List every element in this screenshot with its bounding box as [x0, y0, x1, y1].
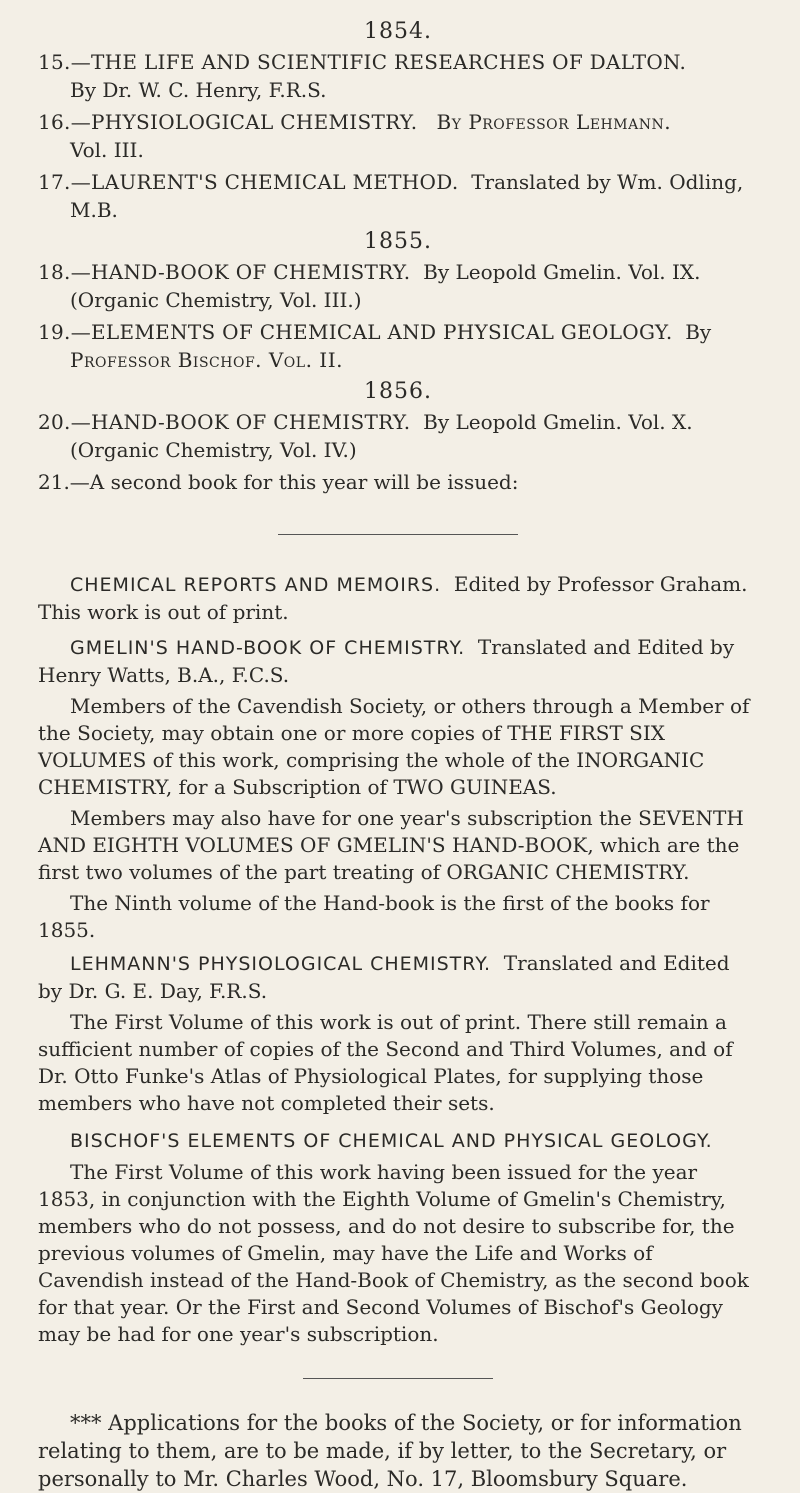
entry-20-author: By Leopold Gmelin. Vol. X.: [423, 410, 693, 434]
entry-19: [38, 318, 758, 374]
year-heading-1856: 1856.: [364, 379, 432, 404]
chemical-reports-heading: CHEMICAL REPORTS AND MEMOIRS.: [70, 574, 442, 596]
entry-20-title: 20.—HAND-BOOK OF CHEMISTRY.: [38, 410, 411, 434]
entry-17-degree: M.B.: [70, 198, 118, 222]
applications-notice: *** Applications for the books of the Society, or for information relating to them, are to be made, if by letter, to the Secretary, or personally to Mr. Charles Wood, No. 17, Bloomsbury Square.: [38, 1411, 742, 1491]
entry-17-title: 17.—LAURENT'S CHEMICAL METHOD.: [38, 170, 459, 194]
lehmann-volumes-paragraph: The First Volume of this work is out of print. There still remain a sufficient number of copies of the Second and Third Volumes, and of Dr. Otto Funke's Atlas of Physiological Plates, for supplying those members who have not completed their sets.: [38, 1010, 733, 1115]
entry-15: [38, 48, 758, 104]
lehmann-paragraph: [38, 950, 758, 1005]
year-heading-1855: 1855.: [364, 229, 432, 254]
entry-15-title: 15.—THE LIFE AND SCIENTIFIC RESEARCHES OF DALTON.: [38, 50, 687, 74]
entry-16: [38, 108, 758, 164]
entry-17-translator: Translated by Wm. Odling,: [471, 170, 744, 194]
entry-20: [38, 408, 758, 464]
bischof-volumes-paragraph: The First Volume of this work having been issued for the year 1853, in conjunction with the Eighth Volume of Gmelin's Chemistry, members who do not possess, and do not desire to subscribe for, the previous volumes of Gmelin, may have the Life and Works of Cavendish instead of the Hand-Book of Chemistry, as the second book for that year. Or the First and Second Volumes of Bischof's Geology may be had for one year's subscription.: [38, 1160, 749, 1346]
entry-19-author: Professor Bischof. Vol. II.: [70, 348, 343, 372]
gmelin-paragraph: [38, 634, 758, 689]
entry-16-volume: Vol. III.: [70, 138, 144, 162]
entry-16-title: 16.—PHYSIOLOGICAL CHEMISTRY.: [38, 110, 418, 134]
entry-20-subtitle: (Organic Chemistry, Vol. IV.): [70, 438, 357, 462]
gmelin-heading: GMELIN'S HAND-BOOK OF CHEMISTRY.: [70, 637, 466, 659]
year-heading-1854: 1854.: [364, 19, 432, 44]
divider-rule: [278, 534, 518, 535]
entry-18: [38, 258, 758, 314]
entry-18-subtitle: (Organic Chemistry, Vol. III.): [70, 288, 362, 312]
gmelin-seventh-eighth-paragraph: Members may also have for one year's subscription the SEVENTH AND EIGHTH VOLUMES OF GMELIN'S HAND-BOOK, which are the first two volumes of the part treating of ORGANIC CHEMISTRY.: [38, 806, 744, 884]
chemical-reports-paragraph: [38, 571, 758, 626]
gmelin-ninth-volume-paragraph: The Ninth volume of the Hand-book is the first of the books for 1855.: [38, 891, 710, 942]
lehmann-heading: LEHMANN'S PHYSIOLOGICAL CHEMISTRY.: [70, 953, 492, 975]
divider-rule-footer: [303, 1378, 493, 1379]
lehmann-translator-text: Translated and Edited by Dr. G. E. Day, F.R.S.: [38, 951, 730, 1003]
entry-18-author: By Leopold Gmelin. Vol. IX.: [423, 260, 701, 284]
entry-15-author: By Dr. W. C. Henry, F.R.S.: [70, 78, 327, 102]
bischof-heading-paragraph: [38, 1127, 758, 1155]
entry-16-author: By Professor Lehmann.: [436, 110, 672, 134]
bischof-heading: BISCHOF'S ELEMENTS OF CHEMICAL AND PHYSICAL GEOLOGY.: [70, 1130, 713, 1152]
entry-18-title: 18.—HAND-BOOK OF CHEMISTRY.: [38, 260, 411, 284]
chemical-reports-text: Edited by Professor Graham. This work is out of print.: [38, 572, 748, 624]
entry-21: 21.—A second book for this year will be issued:: [38, 470, 519, 494]
entry-19-by: By: [685, 320, 712, 344]
gmelin-translator-text: Translated and Edited by Henry Watts, B.A., F.C.S.: [38, 635, 735, 687]
entry-19-title: 19.—ELEMENTS OF CHEMICAL AND PHYSICAL GEOLOGY.: [38, 320, 673, 344]
gmelin-members-paragraph: Members of the Cavendish Society, or others through a Member of the Society, may obtain one or more copies of THE FIRST SIX VOLUMES of this work, comprising the whole of the INORGANIC CHEMISTRY, for a Subscription of TWO GUINEAS.: [38, 694, 750, 799]
entry-17: [38, 168, 758, 224]
